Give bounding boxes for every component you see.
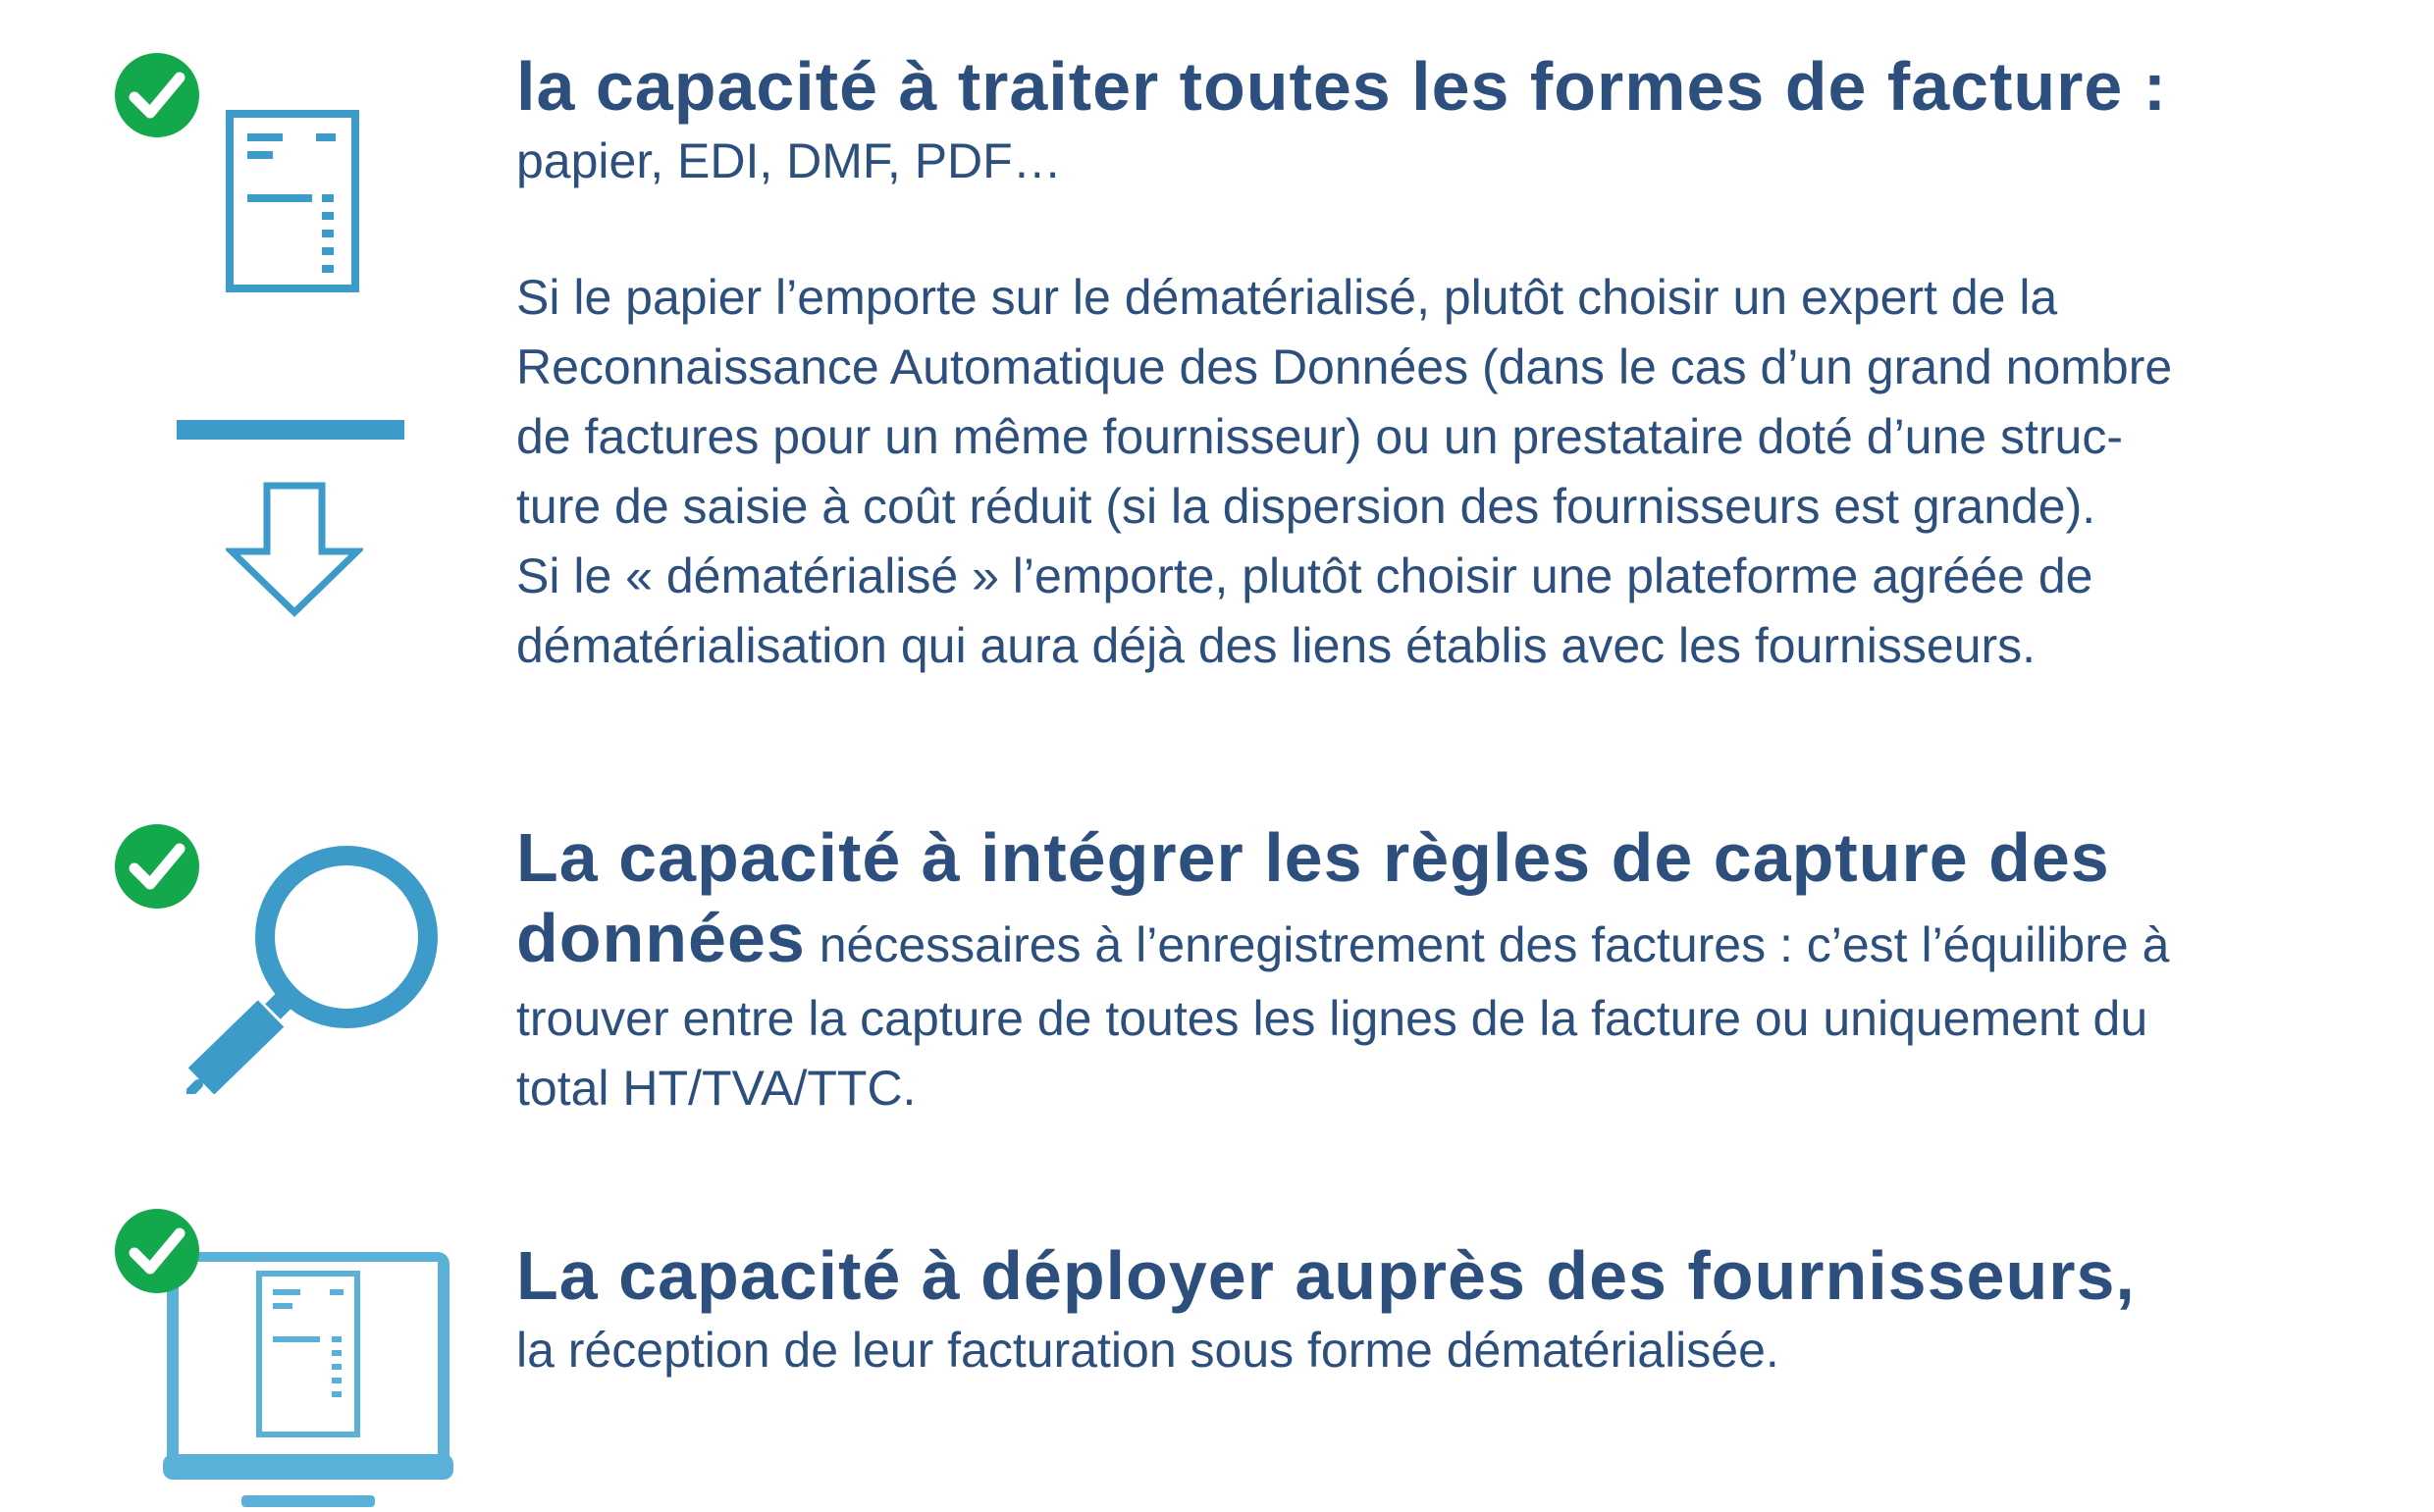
- paragraph-line: dématérialisation qui aura déjà des liens établis avec les fournisseurs.: [516, 618, 2037, 673]
- magnifying-glass-icon: [186, 839, 447, 1094]
- section3-title: La capacité à déployer auprès des fournisseurs,: [516, 1237, 2136, 1314]
- section3-subtitle: la réception de leur facturation sous forme dématérialisée.: [516, 1323, 1779, 1378]
- check-badge-icon: [113, 51, 201, 139]
- section1-subtitle: papier, EDI, DMF, PDF…: [516, 133, 1062, 188]
- paragraph-line: ture de saisie à coût réduit (si la dispersion des fournisseurs est grande).: [516, 479, 2096, 534]
- paragraph-line: trouver entre la capture de toutes les lignes de la facture ou uniquement du: [516, 991, 2148, 1046]
- section1-title: la capacité à traiter toutes les formes de facture :: [516, 48, 2168, 125]
- check-badge-icon: [113, 1207, 201, 1295]
- section2-inline-text: nécessaires à l’enregistrement des factures : c’est l’équilibre à: [819, 917, 2170, 972]
- section2-title-continued: données: [516, 900, 806, 976]
- invoice-document-icon: [224, 108, 361, 294]
- section-supplier-deployment: [516, 1232, 2381, 1382]
- paragraph-line: total HT/TVA/TTC.: [516, 1061, 917, 1116]
- section2-title: La capacité à intégrer les règles de capture des: [516, 819, 2110, 896]
- paragraph-line: de factures pour un même fournisseur) ou un prestataire doté d’une struc-: [516, 409, 2123, 464]
- paragraph-line: Si le papier l’emporte sur le dématérialisé, plutôt choisir un expert de la: [516, 270, 2058, 325]
- arrow-down-icon: [226, 481, 363, 618]
- section1-paragraph: [516, 263, 2381, 681]
- section-forms-of-invoice: [516, 43, 2381, 192]
- separator-line: [177, 420, 404, 440]
- section-capture-rules: [516, 814, 2381, 1123]
- paragraph-line: Si le « dématérialisé » l’emporte, plutôt choisir une plateforme agréée de: [516, 548, 2093, 603]
- paragraph-line: Reconnaissance Automatique des Données (dans le cas d’un grand nombre: [516, 339, 2173, 394]
